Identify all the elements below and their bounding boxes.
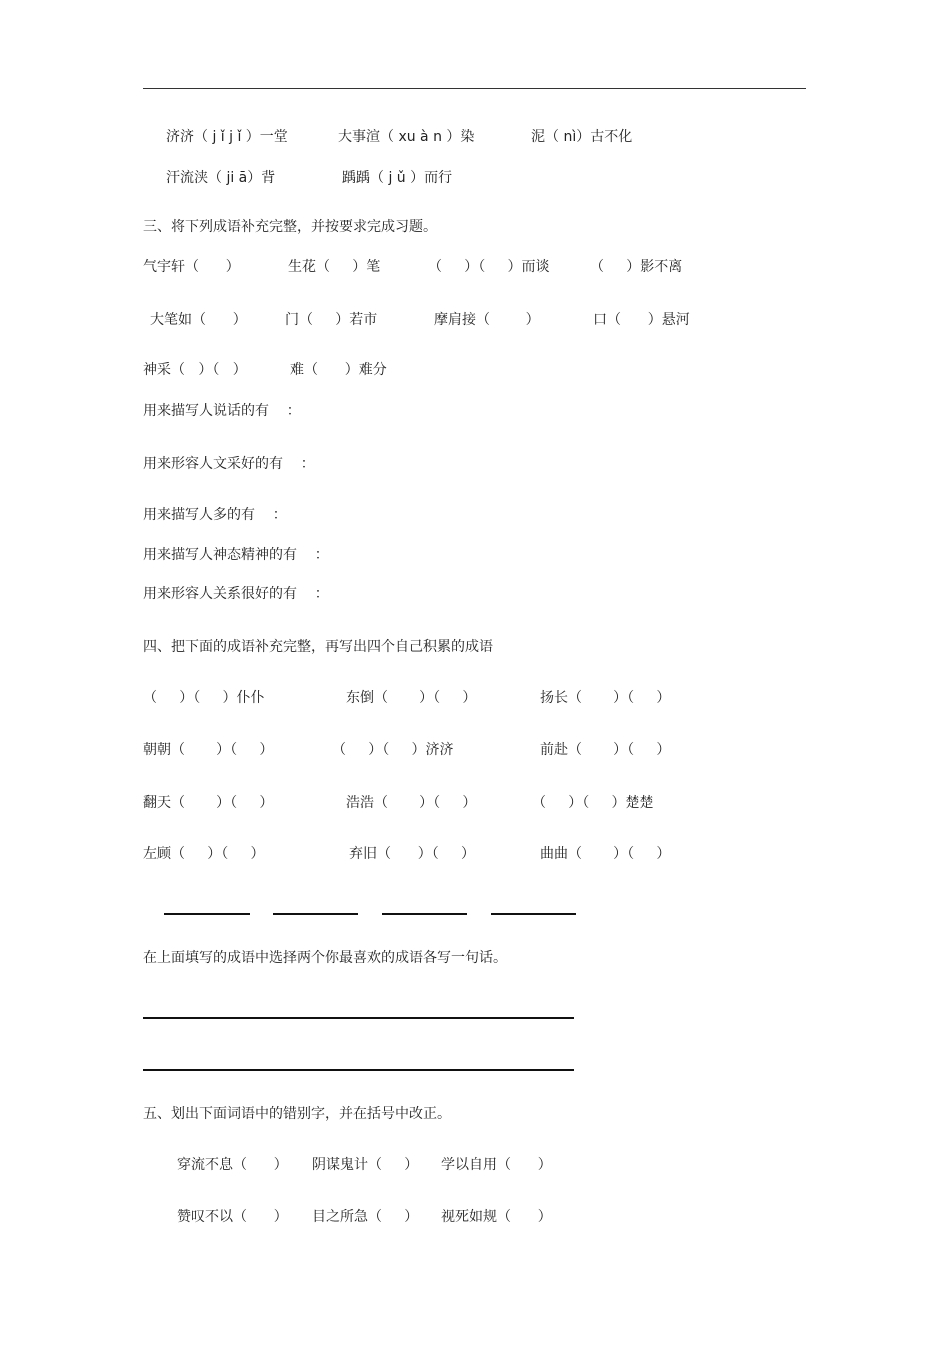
idiom-blank: （ ）影不离 <box>590 259 683 275</box>
idiom-blank: 门（ ）若市 <box>285 312 378 328</box>
section-4-heading: 四、把下面的成语补充完整，再写出四个自己积累的成语 <box>143 639 493 655</box>
correction-item: 目之所急（ ） <box>312 1209 419 1225</box>
idiom-blank: 曲曲（ ）（ ） <box>540 846 671 862</box>
sentence-prompt: 在上面填写的成语中选择两个你最喜欢的成语各写一句话。 <box>143 950 507 966</box>
idiom-blank: 扬长（ ）（ ） <box>540 690 671 706</box>
pinyin-item: 大事渲（ xu à n ）染 <box>338 129 475 145</box>
question: 用来描写人多的有 ： <box>143 507 287 523</box>
answer-line[interactable] <box>164 913 250 915</box>
sentence-line[interactable] <box>143 1017 574 1019</box>
idiom-blank: （ ）（ ）济济 <box>332 742 454 758</box>
idiom-blank: 大笔如（ ） <box>150 312 247 328</box>
sentence-line[interactable] <box>143 1069 574 1071</box>
correction-item: 阴谋鬼计（ ） <box>312 1157 419 1173</box>
idiom-blank: 难（ ）难分 <box>290 362 387 378</box>
section-5-heading: 五、划出下面词语中的错别字，并在括号中改正。 <box>143 1106 451 1122</box>
idiom-blank: 翻天（ ）（ ） <box>143 795 274 811</box>
idiom-blank: 左顾（ ）（ ） <box>143 846 265 862</box>
idiom-blank: 前赴（ ）（ ） <box>540 742 671 758</box>
pinyin-item: 踽踽（ j ǔ ）而行 <box>342 170 453 186</box>
pinyin-item: 泥（ nì）古不化 <box>531 129 633 145</box>
idiom-blank: 气宇轩（ ） <box>143 259 240 275</box>
idiom-blank: 东倒（ ）（ ） <box>346 690 477 706</box>
idiom-blank: （ ）（ ）而谈 <box>428 259 550 275</box>
question: 用来描写人神态精神的有 ： <box>143 547 329 563</box>
correction-item: 视死如规（ ） <box>441 1209 552 1225</box>
answer-line[interactable] <box>491 913 576 915</box>
section-3-heading: 三、将下列成语补充完整，并按要求完成习题。 <box>143 219 437 235</box>
idiom-blank: 摩肩接（ ） <box>434 312 540 328</box>
idiom-blank: 弃旧（ ）（ ） <box>349 846 475 862</box>
idiom-blank: 口（ ）悬河 <box>593 312 690 328</box>
header-rule <box>143 88 806 89</box>
pinyin-item: 汗流浃（ ji ā）背 <box>166 170 276 186</box>
idiom-blank: （ ）（ ）楚楚 <box>532 795 654 811</box>
answer-line[interactable] <box>273 913 358 915</box>
idiom-blank: 生花（ ）笔 <box>288 259 381 275</box>
pinyin-item: 济济（ j ǐ j ǐ ）一堂 <box>166 129 288 145</box>
correction-item: 赞叹不以（ ） <box>177 1209 288 1225</box>
idiom-blank: 神采（ ）（ ） <box>143 362 247 378</box>
correction-item: 学以自用（ ） <box>441 1157 552 1173</box>
answer-line[interactable] <box>382 913 467 915</box>
idiom-blank: 浩浩（ ）（ ） <box>346 795 477 811</box>
idiom-blank: （ ）（ ）仆仆 <box>143 690 265 706</box>
correction-item: 穿流不息（ ） <box>177 1157 288 1173</box>
question: 用来形容人文采好的有 ： <box>143 456 315 472</box>
question: 用来描写人说话的有 ： <box>143 403 301 419</box>
question: 用来形容人关系很好的有 ： <box>143 586 329 602</box>
idiom-blank: 朝朝（ ）（ ） <box>143 742 274 758</box>
